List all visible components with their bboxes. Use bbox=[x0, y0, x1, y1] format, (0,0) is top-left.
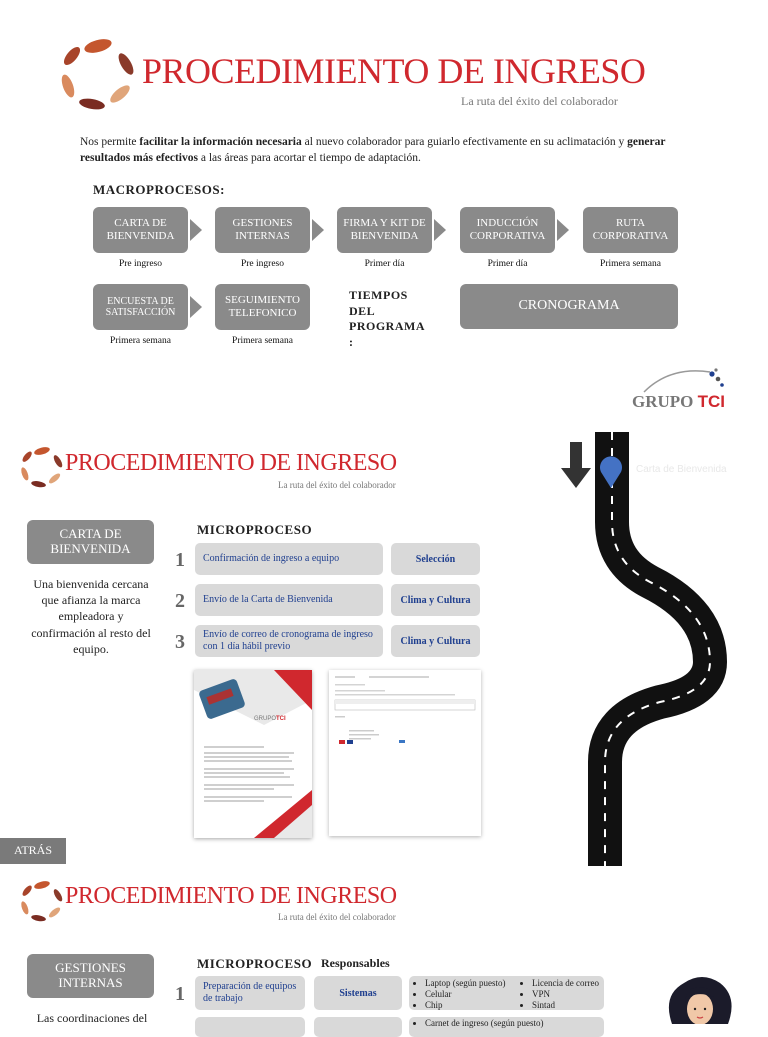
caption-induccion: Primer día bbox=[487, 259, 528, 269]
grupo-tci-logo bbox=[632, 364, 732, 414]
email-preview-graphic bbox=[329, 670, 481, 836]
step-responsible bbox=[314, 1017, 402, 1037]
page-title: PROCEDIMIENTO DE INGRESO bbox=[65, 450, 397, 476]
microproceso-heading: MICROPROCESO bbox=[197, 522, 313, 537]
road-stop-label: Carta de Bienvenida bbox=[636, 464, 727, 475]
page-title: PROCEDIMIENTO DE INGRESO bbox=[65, 883, 397, 909]
caption-firma: Primer día bbox=[364, 259, 405, 269]
tiempos-label: TIEMPOS DEL PROGRAMA : bbox=[349, 288, 425, 349]
section-gestiones-internas[interactable]: GESTIONES INTERNAS bbox=[27, 954, 154, 998]
step-number: 2 bbox=[175, 590, 185, 612]
woman-illustration bbox=[662, 975, 738, 1024]
step-responsible: Clima y Cultura bbox=[391, 584, 480, 616]
hands-circle-logo bbox=[56, 36, 140, 112]
section-carta-bienvenida[interactable]: CARTA DE BIENVENIDA bbox=[27, 520, 154, 564]
resource-list-left: • Laptop (según puesto) • Celular • Chip bbox=[413, 978, 520, 1008]
back-button[interactable]: ATRÁS bbox=[0, 838, 66, 864]
letter-preview-graphic bbox=[194, 670, 312, 838]
macroprocesos-heading: MACROPROCESOS: bbox=[93, 182, 225, 197]
intro-paragraph: Nos permite facilitar la información necesaria al nuevo colaborador para guiarlo efectivamente en su aclimatación y generar resultados más efectivos a las áreas para acortar el tiempo de adaptación. bbox=[80, 136, 666, 165]
step-text: Envío de correo de cronograma de ingreso con 1 día hábil previo bbox=[195, 625, 383, 657]
step-responsible: Selección bbox=[391, 543, 480, 575]
caption-ruta: Primera semana bbox=[600, 259, 661, 269]
brand-accent: TCI bbox=[697, 392, 726, 411]
welcome-letter-thumbnail[interactable] bbox=[194, 670, 312, 838]
step-text bbox=[195, 1017, 305, 1037]
caption-encuesta: Primera semana bbox=[110, 336, 171, 346]
page-subtitle: La ruta del éxito del colaborador bbox=[461, 94, 618, 108]
step-responsible: Sistemas bbox=[314, 976, 402, 1010]
hands-circle-logo bbox=[18, 444, 66, 490]
svg-text:TCI: TCI bbox=[276, 716, 286, 722]
hands-circle-logo bbox=[18, 878, 66, 924]
location-pin-icon bbox=[599, 456, 623, 488]
step-responsible: Clima y Cultura bbox=[391, 625, 480, 657]
resource-list-right: • Licencia de correo • VPN • Sintad bbox=[520, 978, 599, 1008]
caption-seguimiento: Primera semana bbox=[232, 336, 293, 346]
road-graphic bbox=[560, 432, 768, 866]
arrow-icon bbox=[190, 296, 202, 318]
page-subtitle: La ruta del éxito del colaborador bbox=[278, 912, 396, 922]
step-text: Confirmación de ingreso a equipo bbox=[195, 543, 383, 575]
email-schedule-thumbnail[interactable] bbox=[329, 670, 481, 836]
down-arrow-icon bbox=[561, 442, 591, 488]
macro-ruta-corporativa[interactable]: RUTA CORPORATIVA bbox=[583, 207, 678, 253]
macro-firma-kit[interactable]: FIRMA Y KIT DE BIENVENIDA bbox=[337, 207, 432, 253]
page-subtitle: La ruta del éxito del colaborador bbox=[278, 480, 396, 490]
page-title: PROCEDIMIENTO DE INGRESO bbox=[142, 51, 646, 91]
macro-seguimiento-telefonico[interactable]: SEGUIMIENTO TELEFONICO bbox=[215, 284, 310, 330]
arrow-icon bbox=[312, 219, 324, 241]
responsables-heading: Responsables bbox=[321, 956, 390, 970]
section-description: Las coordinaciones del bbox=[36, 1011, 148, 1025]
step-text: Preparación de equipos de trabajo bbox=[195, 976, 305, 1010]
arrow-icon bbox=[557, 219, 569, 241]
section-description: Una bienvenida cercana que afianza la marca empleadora y confirmación al resto del equipo. bbox=[31, 577, 151, 656]
macro-gestiones-internas[interactable]: GESTIONES INTERNAS bbox=[215, 207, 310, 253]
step-number: 3 bbox=[175, 631, 185, 653]
step-number: 1 bbox=[175, 549, 185, 571]
step-text: Envío de la Carta de Bienvenida bbox=[195, 584, 383, 616]
microproceso-heading: MICROPROCESO bbox=[197, 956, 313, 971]
resource-list-2: • Carnet de ingreso (según puesto) bbox=[409, 1017, 604, 1037]
arrow-icon bbox=[434, 219, 446, 241]
step-number: 1 bbox=[175, 983, 185, 1005]
caption-gestiones: Pre ingreso bbox=[240, 259, 284, 269]
logo-swoosh-icon bbox=[640, 364, 730, 394]
brand-word: GRUPO bbox=[632, 392, 694, 411]
resource-list bbox=[409, 976, 604, 1010]
macro-encuesta-satisfaccion[interactable]: ENCUESTA DE SATISFACCIÓN bbox=[93, 284, 188, 330]
arrow-icon bbox=[190, 219, 202, 241]
macro-induccion-corporativa[interactable]: INDUCCIÓN CORPORATIVA bbox=[460, 207, 555, 253]
caption-carta: Pre ingreso bbox=[118, 259, 162, 269]
macro-carta-bienvenida[interactable]: CARTA DE BIENVENIDA bbox=[93, 207, 188, 253]
cronograma-button[interactable]: CRONOGRAMA bbox=[460, 284, 678, 329]
svg-text:GRUPO: GRUPO bbox=[254, 716, 277, 722]
